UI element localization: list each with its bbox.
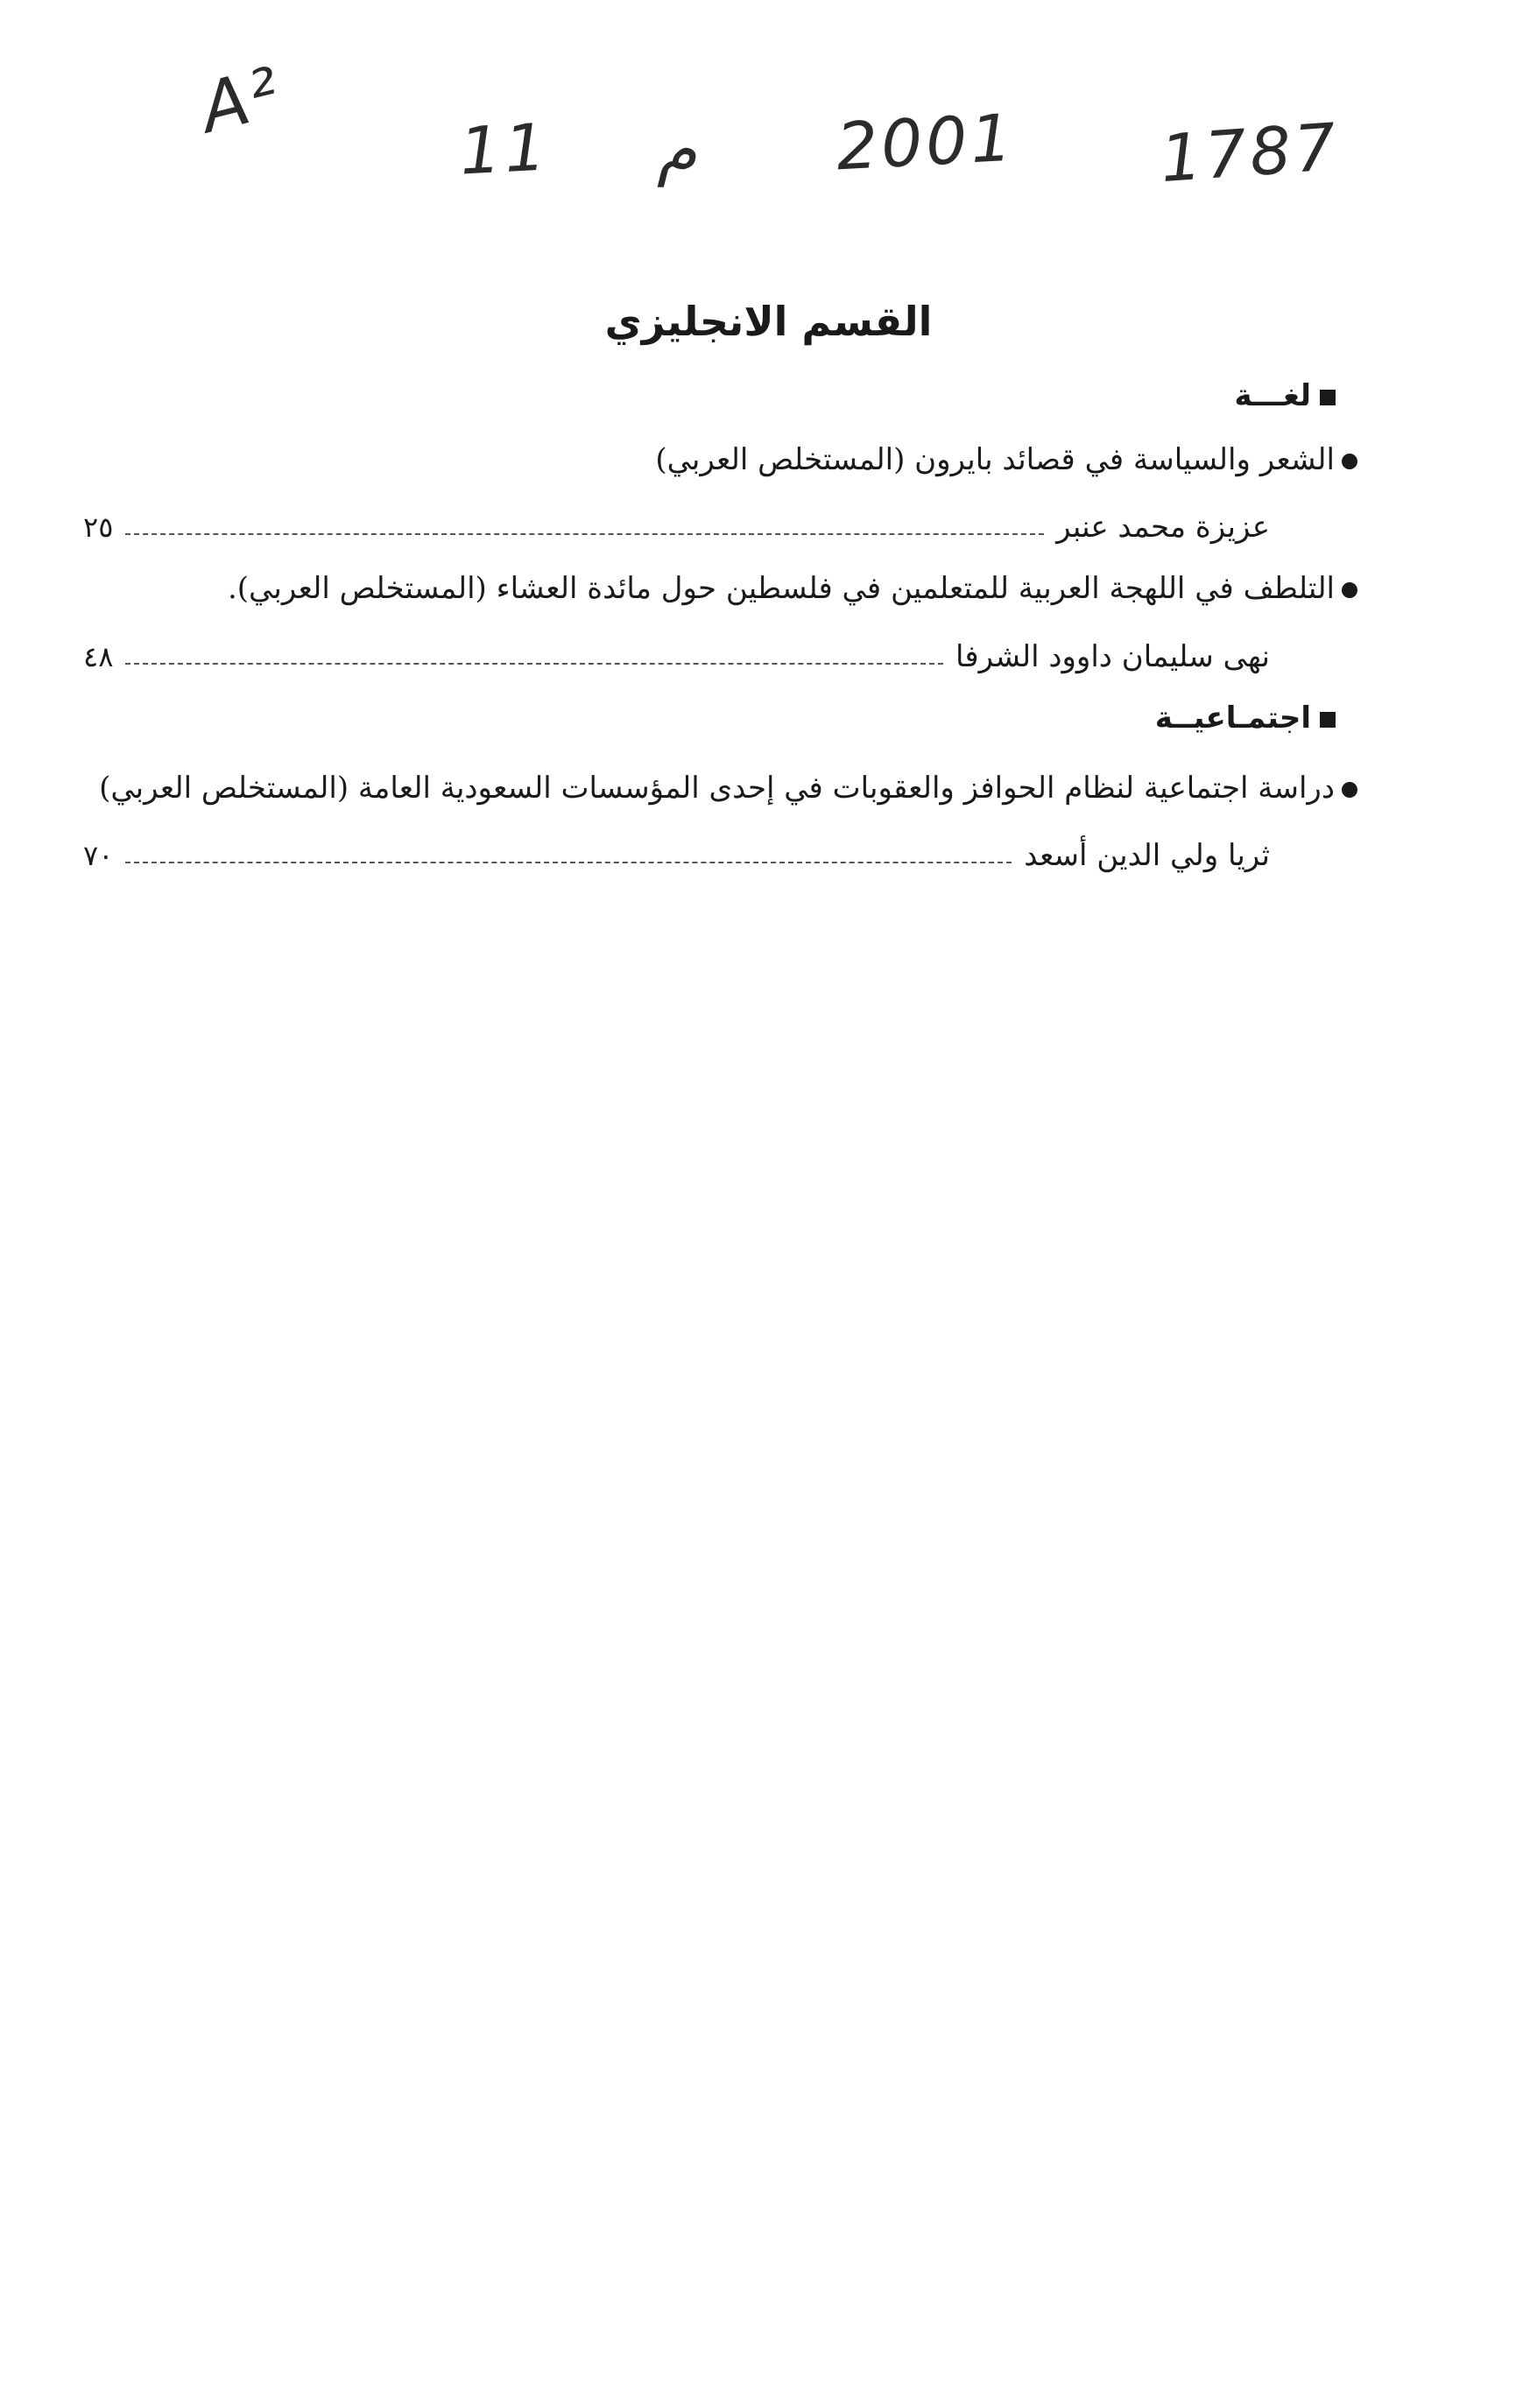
toc-entry-page: ٤٨ (83, 640, 114, 673)
toc-entry-page: ٢٥ (83, 510, 114, 544)
toc-entry-author: نهى سليمان داوود الشرفا (955, 639, 1270, 674)
toc-entry-title (655, 442, 1357, 477)
handwritten-number: 1787 (1158, 109, 1343, 198)
section-heading-social (1155, 701, 1336, 736)
toc-entry-author-line (83, 836, 1270, 875)
section-heading-language (1235, 378, 1336, 413)
bullet-icon (1342, 582, 1357, 598)
toc-entry-page: ٧٠ (83, 839, 114, 872)
section-heading-label: لغـــة (1234, 378, 1311, 413)
toc-entry-author-line (83, 637, 1270, 676)
handwritten-code: A² (193, 53, 292, 149)
toc-entry-title (99, 771, 1357, 806)
bullet-icon (1342, 454, 1357, 469)
handwritten-month: م (657, 112, 697, 187)
toc-entry-title-text: دراسة اجتماعية لنظام الحوافز والعقوبات في إحدى المؤسسات السعودية العامة (المستخلص العربي) (99, 771, 1335, 806)
toc-entry-title (228, 571, 1357, 606)
section-heading-label: اجتمـاعيــة (1154, 701, 1311, 736)
bullet-icon (1342, 782, 1357, 798)
square-bullet-icon (1320, 712, 1336, 728)
toc-entry-title-text: التلطف في اللهجة العربية للمتعلمين في فلسطين حول مائدة العشاء (المستخلص العربي). (227, 571, 1335, 606)
toc-entry-author-line (83, 508, 1270, 546)
dotted-leader (125, 663, 943, 665)
toc-entry-author: عزيزة محمد عنبر (1056, 510, 1270, 545)
handwritten-year: 2001 (834, 100, 1018, 186)
dotted-leader (125, 533, 1044, 535)
square-bullet-icon (1320, 390, 1336, 405)
page-title: القسم الانجليزي (604, 298, 933, 345)
handwritten-day: 11 (457, 109, 552, 190)
toc-entry-author: ثريا ولي الدين أسعد (1024, 838, 1270, 873)
toc-entry-title-text: الشعر والسياسة في قصائد بايرون (المستخلص العربي) (655, 442, 1335, 477)
dotted-leader (125, 862, 1012, 863)
